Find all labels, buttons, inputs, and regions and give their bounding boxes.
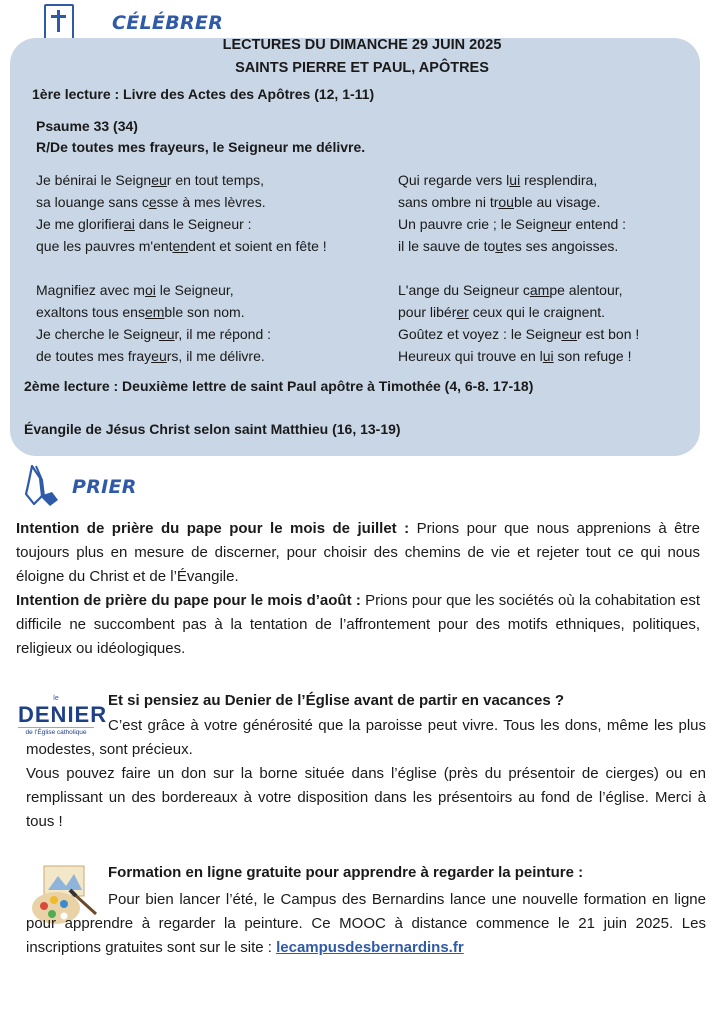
cross-icon (44, 4, 74, 40)
psalm-verse-line: sa louange sans cesse à mes lèvres. (36, 194, 266, 210)
denier-text-1: C’est grâce à votre générosité que la paroisse peut vivre. Tous les dons, même les plus modestes, sont précieux. (26, 717, 706, 758)
formation-title: Formation en ligne gratuite pour apprendre à regarder la peinture : (108, 864, 584, 881)
cross-vertical (57, 10, 60, 32)
psalm-verse-line: Je me glorifierai dans le Seigneur : (36, 216, 252, 232)
second-reading: 2ème lecture : Deuxième lettre de saint Paul apôtre à Timothée (4, 6-8. 17-18) (24, 378, 534, 394)
campus-bernardins-link[interactable]: lecampusdesbernardins.fr (276, 939, 464, 956)
psalm-verse-line: exaltons tous ensemble son nom. (36, 304, 245, 320)
celebrer-title: CÉLÉBRER (112, 12, 224, 34)
formation-text: Pour bien lancer l’été, le Campus des Bernardins lance une nouvelle formation en ligne pour apprendre à regarder la peinture. Ce MOOC à distance commence le 21 juin 2025. Les inscriptions gratuites sont sur le site : lecampusdesbernardins.fr (26, 891, 706, 956)
denier-logo: le DENIER de l’Église catholique (18, 695, 108, 736)
denier-text-2: Vous pouvez faire un don sur la borne située dans l’église (près du présentoir de cierges) ou en remplissant un des bordereaux à votre disposition dans les présentoirs au fond de l’église. Merci à tous ! (26, 765, 706, 830)
psalm-refrain: R/De toutes mes frayeurs, le Seigneur me délivre. (36, 139, 366, 155)
denier-title: Et si pensiez au Denier de l’Église avant de partir en vacances ? (108, 692, 565, 709)
psalm-left-column (36, 169, 327, 367)
psalm-verse-line: de toutes mes frayeurs, il me délivre. (36, 348, 265, 364)
psalm-verse-line: Qui regarde vers lui resplendira, (398, 172, 598, 188)
pope-intention-july: Intention de prière du pape pour le mois de juillet : Prions pour que nous apprenions à être toujours plus en mesure de discerner, pour choisir des chemins de vie et rejeter tout ce qui nous éloigne du Christ et de l’Évangile. (16, 520, 700, 585)
pope-intention-august: Intention de prière du pape pour le mois d’août : Prions pour que les sociétés où la cohabitation est difficile ne succombent pas à la tentation de l’affrontement pour des motifs ethniques, politiques, religieux ou idéologiques. (16, 592, 701, 657)
psalm-verse-line: il le sauve de toutes ses angoisses. (398, 238, 619, 254)
psalm-verse-line: Heureux qui trouve en lui son refuge ! (398, 348, 632, 364)
psalm-verse-line: sans ombre ni trouble au visage. (398, 194, 601, 210)
prier-title: PRIER (72, 476, 137, 498)
psalm-verse-line: Je bénirai le Seigneur en tout temps, (36, 172, 265, 188)
readings-heading-line2: SAINTS PIERRE ET PAUL, APÔTRES (235, 60, 489, 76)
psalm-verse-line: L'ange du Seigneur campe alentour, (398, 282, 623, 298)
psalm-verse-line: Goûtez et voyez : le Seigneur est bon ! (398, 326, 640, 342)
psalm-verse-line: que les pauvres m'entendent et soient en fête ! (36, 238, 327, 254)
psalm-verse-line: Un pauvre crie ; le Seigneur entend : (398, 216, 627, 232)
psalm-verse-line: Je cherche le Seigneur, il me répond : (36, 326, 272, 342)
psalm-verse-line: Magnifiez avec moi le Seigneur, (36, 282, 234, 298)
gospel-reading: Évangile de Jésus Christ selon saint Matthieu (16, 13-19) (24, 421, 401, 437)
cross-horizontal (51, 15, 66, 18)
first-reading: 1ère lecture : Livre des Actes des Apôtres (12, 1-11) (32, 86, 375, 102)
readings-heading-line1: LECTURES DU DIMANCHE 29 JUIN 2025 (222, 37, 502, 53)
psalm-right-column (398, 169, 639, 367)
psalm-verse-line: pour libérer ceux qui le craignent. (398, 304, 606, 320)
psalm-title: Psaume 33 (34) (36, 118, 138, 134)
praying-hands-icon (22, 462, 62, 508)
